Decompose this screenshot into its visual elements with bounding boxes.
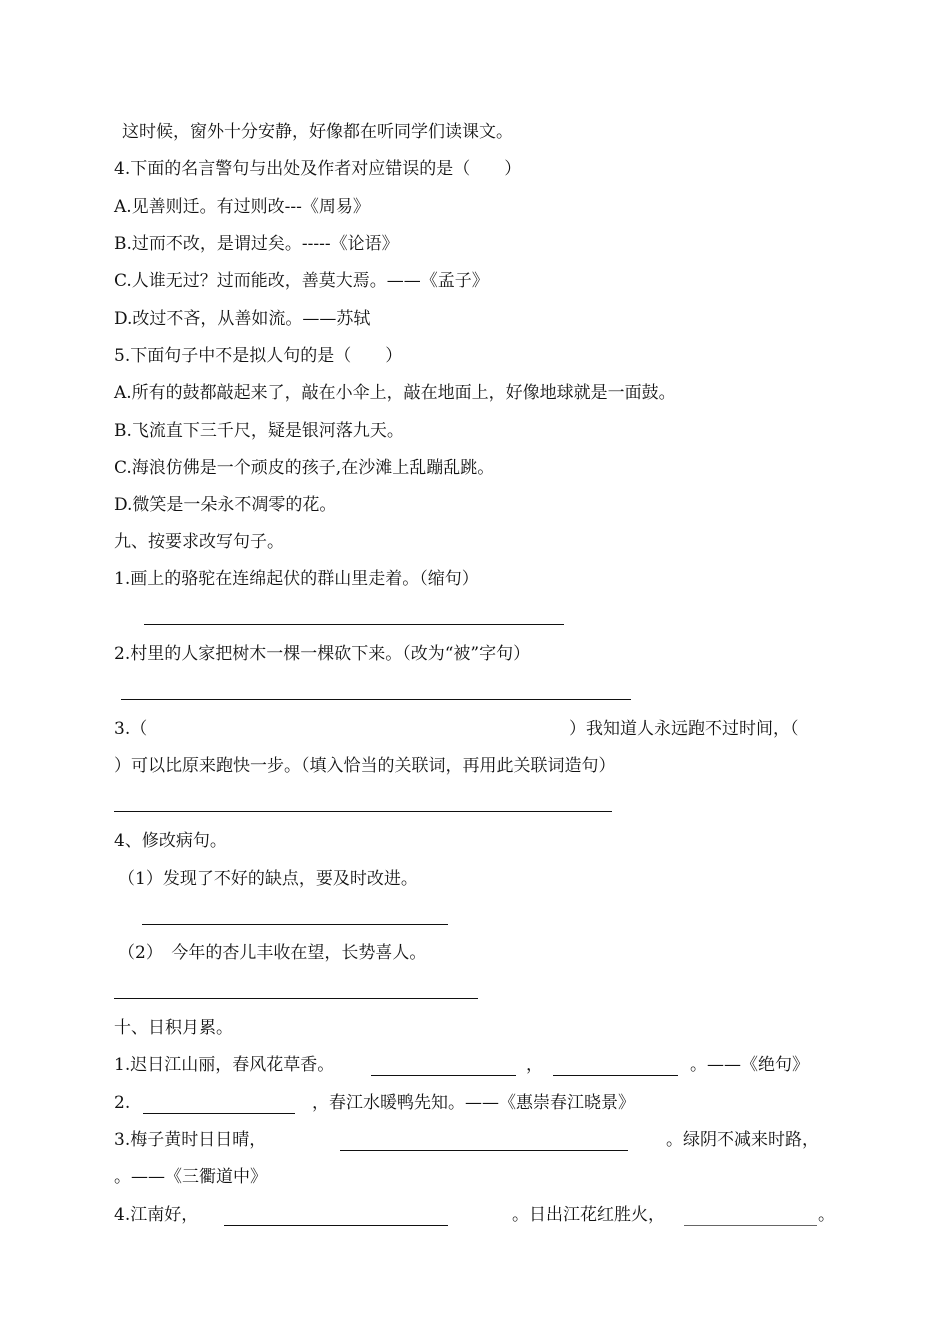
option-a: A.见善则迁。有过则改---《周易》 <box>114 197 370 217</box>
poem-2-text: ，春江水暖鸭先知。——《惠崇春江晓景》 <box>312 1093 635 1113</box>
poem-blank[interactable] <box>224 1225 448 1226</box>
rewrite-q2: 2.村里的人家把树木一棵一棵砍下来。（改为“被”字句） <box>114 644 531 664</box>
rewrite-q4: 4、修改病句。 <box>114 831 227 851</box>
question-4: 4.下面的名言警句与出处及作者对应错误的是（ ） <box>114 159 522 179</box>
poem-3-source: 。——《三衢道中》 <box>114 1167 267 1187</box>
section-10-heading: 十、日积月累。 <box>114 1018 233 1038</box>
poem-blank[interactable] <box>553 1075 678 1076</box>
option-d: D.微笑是一朵永不凋零的花。 <box>114 495 337 515</box>
poem-4-mid: 。日出江花红胜火， <box>512 1205 665 1225</box>
poem-blank[interactable] <box>340 1150 628 1151</box>
text-line: 这时候，窗外十分安静，好像都在听同学们读课文。 <box>122 122 513 142</box>
poem-4-end: 。 <box>818 1205 835 1225</box>
poem-4-text: 4.江南好， <box>114 1205 199 1225</box>
option-d: D.改过不吝，从善如流。——苏轼 <box>114 309 371 329</box>
poem-blank[interactable] <box>143 1113 295 1114</box>
poem-2-number: 2. <box>114 1093 131 1113</box>
answer-line[interactable] <box>121 699 631 700</box>
answer-line[interactable] <box>114 811 612 812</box>
answer-line[interactable] <box>144 624 564 625</box>
poem-1-comma: ， <box>526 1055 543 1075</box>
sick-sentence-2: （2） 今年的杏儿丰收在望，长势喜人。 <box>118 943 427 963</box>
answer-line[interactable] <box>114 998 478 999</box>
rewrite-q3-open: 3.（ <box>114 719 148 739</box>
rewrite-q3-cont: ）可以比原来跑快一步。（填入恰当的关联词，再用此关联词造句） <box>114 756 616 776</box>
option-b: B.过而不改，是谓过矣。-----《论语》 <box>114 234 399 254</box>
rewrite-q3-mid: ）我知道人永远跑不过时间，（ <box>569 719 799 739</box>
option-c: C.海浪仿佛是一个顽皮的孩子,在沙滩上乱蹦乱跳。 <box>114 458 495 478</box>
poem-1-source: 。——《绝句》 <box>690 1055 809 1075</box>
option-a: A.所有的鼓都敲起来了，敲在小伞上，敲在地面上，好像地球就是一面鼓。 <box>114 383 676 403</box>
poem-1-text: 1.迟日江山丽，春风花草香。 <box>114 1055 335 1075</box>
poem-3-mid: 。绿阴不减来时路， <box>666 1130 819 1150</box>
sick-sentence-1: （1）发现了不好的缺点，要及时改进。 <box>118 869 418 889</box>
section-9-heading: 九、按要求改写句子。 <box>114 532 284 552</box>
question-5: 5.下面句子中不是拟人句的是（ ） <box>114 346 403 366</box>
poem-3-text: 3.梅子黄时日日晴， <box>114 1130 267 1150</box>
poem-blank[interactable] <box>684 1225 817 1226</box>
answer-line[interactable] <box>142 924 448 925</box>
option-c: C.人谁无过？过而能改，善莫大焉。——《孟子》 <box>114 271 489 291</box>
poem-blank[interactable] <box>371 1075 516 1076</box>
rewrite-q1: 1.画上的骆驼在连绵起伏的群山里走着。（缩句） <box>114 569 479 589</box>
option-b: B.飞流直下三千尺，疑是银河落九天。 <box>114 421 404 441</box>
